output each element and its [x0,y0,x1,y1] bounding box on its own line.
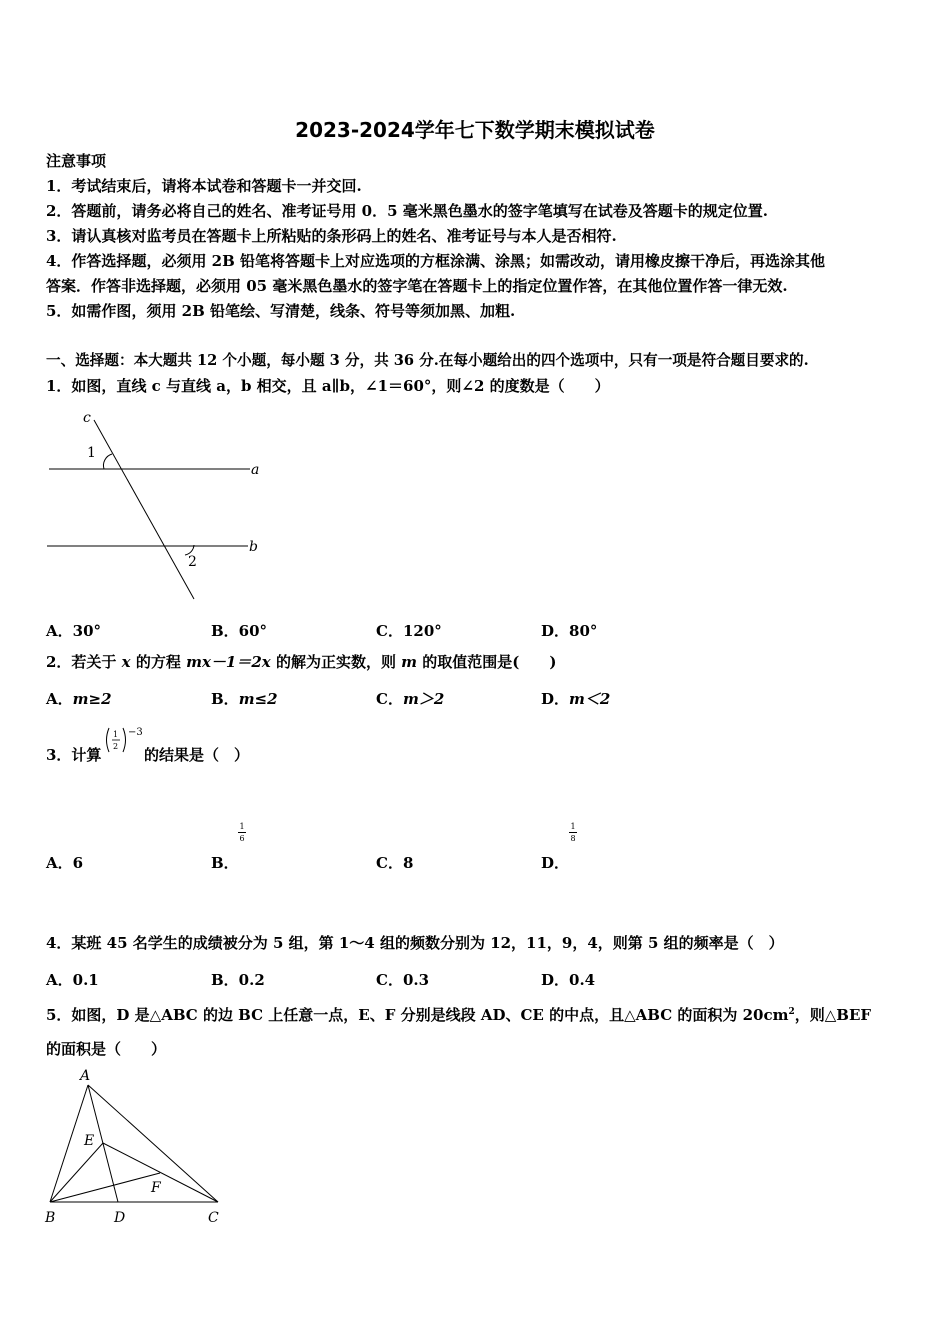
label-point-a: A [80,1068,91,1084]
q3-option-d-fraction: 1 8 [570,822,576,843]
q1-option-d: D．80° [541,622,598,640]
q1-option-c: C．120° [376,622,442,640]
q3-option-b: B． [211,854,239,872]
q4-option-d: D．0.4 [541,971,596,989]
question-3-suffix: 的结果是（ ） [144,746,250,764]
notes-heading: 注意事项 [46,152,107,170]
label-c: c [83,410,91,426]
triangle-figure [40,1065,240,1235]
power-expression [104,724,144,760]
question-3-prefix: 3．计算 [46,746,102,764]
note-line: 4．作答选择题，必须用 2B 铅笔将答题卡上对应选项的方框涂满、涂黑；如需改动，请用橡皮擦干净后，再选涂其他 [46,252,826,270]
page-title: 2023-2024学年七下数学期末模拟试卷 [295,118,655,142]
label-point-c: C [208,1210,219,1226]
label-point-b: B [45,1210,56,1226]
q3-option-a: A．6 [46,854,84,872]
q4-option-a: A．0.1 [46,971,99,989]
label-b: b [249,539,258,555]
question-5-stem-cont: 的面积是（ ） [46,1040,167,1058]
power-exponent: −3 [128,727,143,738]
note-line: 1．考试结束后，请将本试卷和答题卡一并交回. [46,177,362,195]
q4-option-c: C．0.3 [376,971,430,989]
q1-option-a: A．30° [46,622,102,640]
q2-option-c: C．m＞2 [376,690,445,708]
label-angle-2: 2 [188,554,197,570]
note-line: 3．请认真核对监考员在答题卡上所粘贴的条形码上的姓名、准考证号与本人是否相符. [46,227,617,245]
question-5-stem: 5．如图，D 是△ABC 的边 BC 上任意一点，E、F 分别是线段 AD、CE 的中点，且△ABC 的面积为 $20cm^2$，则△BEF [46,1006,872,1024]
q4-option-b: B．0.2 [211,971,265,989]
note-line: 2．答题前，请务必将自己的姓名、准考证号用 0．5 毫米黑色墨水的签字笔填写在试卷及答题卡的规定位置. [46,202,768,220]
label-a: a [251,462,260,478]
label-angle-1: 1 [87,445,96,461]
note-line: 5．如需作图，须用 2B 铅笔绘、写清楚，线条、符号等须加黑、加粗. [46,302,516,320]
q1-option-b: B．60° [211,622,268,640]
question-4-stem: 4．某班 45 名学生的成绩被分为 5 组，第 1～4 组的频数分别为 12，11，9，4，则第 5 组的频率是（ ） [46,934,784,952]
q3-option-c: C．8 [376,854,414,872]
q3-option-b-fraction: 1 6 [239,822,245,843]
q3-option-d: D． [541,854,570,872]
q2-option-b: B．m≤2 [211,690,278,708]
section-heading: 一、选择题：本大题共 12 个小题，每小题 3 分，共 36 分.在每小题给出的四个选项中，只有一项是符合题目要求的. [46,352,809,369]
power-denominator: 2 [113,742,119,751]
parallel-lines-figure [40,405,310,605]
label-point-e: E [84,1133,95,1149]
label-point-d: D [114,1210,126,1226]
question-1-stem: 1．如图，直线 c 与直线 a，b 相交，且 a∥b，∠1＝60°，则∠2 的度数是（ ） [46,377,610,395]
power-numerator: 1 [113,730,119,739]
q2-option-a: A．m≥2 [46,690,112,708]
question-2-stem: 2．若关于 x 的方程 mx－1＝2x 的解为正实数，则 m 的取值范围是( ) [46,653,557,671]
note-line: 答案．作答非选择题，必须用 05 毫米黑色墨水的签字笔在答题卡上的指定位置作答，在其他位置作答一律无效. [46,277,788,295]
label-point-f: F [151,1180,161,1196]
q2-option-d: D．m＜2 [541,690,611,708]
